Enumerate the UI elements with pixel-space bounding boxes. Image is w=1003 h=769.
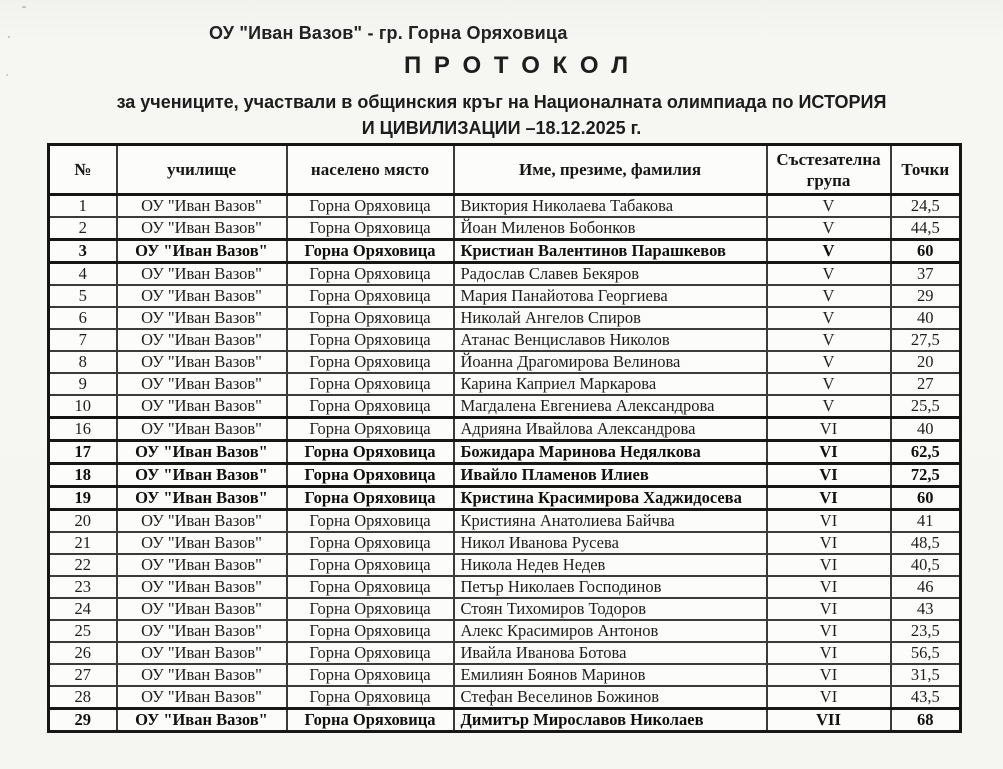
cell-group: VI <box>767 620 891 642</box>
cell-num: 22 <box>49 554 117 576</box>
table-row <box>49 351 961 373</box>
cell-num: 3 <box>49 240 117 263</box>
cell-num: 6 <box>49 307 117 329</box>
document-title: П Р О Т О К О Л <box>403 52 632 79</box>
cell-group: VI <box>767 598 891 620</box>
cell-name: Виктория Николаева Табакова <box>454 195 767 218</box>
cell-points: 31,5 <box>891 664 961 686</box>
cell-school: ОУ "Иван Вазов" <box>117 307 287 329</box>
cell-group: V <box>767 351 891 373</box>
col-header-name: Име, презиме, фамилия <box>454 145 767 195</box>
cell-group: VI <box>767 441 891 464</box>
cell-school: ОУ "Иван Вазов" <box>117 240 287 263</box>
cell-town: Горна Оряховица <box>287 217 454 240</box>
cell-school: ОУ "Иван Вазов" <box>117 487 287 510</box>
table-row <box>49 418 961 441</box>
col-header-town: населено място <box>287 145 454 195</box>
cell-num: 19 <box>49 487 117 510</box>
cell-school: ОУ "Иван Вазов" <box>117 329 287 351</box>
table-row <box>49 441 961 464</box>
table-row <box>49 686 961 709</box>
cell-name: Стефан Веселинов Божинов <box>454 686 767 709</box>
cell-school: ОУ "Иван Вазов" <box>117 351 287 373</box>
subtitle-line-1: за учениците, участвали в общинския кръг на Националната олимпиада по ИСТОРИЯ <box>116 92 887 112</box>
cell-name: Кристина Красимирова Хаджидосева <box>454 487 767 510</box>
table-row <box>49 487 961 510</box>
cell-group: VI <box>767 554 891 576</box>
cell-school: ОУ "Иван Вазов" <box>117 709 287 732</box>
cell-town: Горна Оряховица <box>287 395 454 418</box>
cell-num: 16 <box>49 418 117 441</box>
cell-school: ОУ "Иван Вазов" <box>117 263 287 286</box>
cell-group: VI <box>767 532 891 554</box>
cell-group: VI <box>767 686 891 709</box>
cell-school: ОУ "Иван Вазов" <box>117 576 287 598</box>
cell-name: Мария Панайотова Георгиева <box>454 285 767 307</box>
cell-group: VII <box>767 709 891 732</box>
table-row <box>49 664 961 686</box>
cell-school: ОУ "Иван Вазов" <box>117 418 287 441</box>
cell-num: 4 <box>49 263 117 286</box>
table-row <box>49 620 961 642</box>
cell-school: ОУ "Иван Вазов" <box>117 532 287 554</box>
cell-group: VI <box>767 642 891 664</box>
cell-name: Кристияна Анатолиева Байчва <box>454 510 767 533</box>
cell-school: ОУ "Иван Вазов" <box>117 285 287 307</box>
cell-town: Горна Оряховица <box>287 487 454 510</box>
cell-town: Горна Оряховица <box>287 464 454 487</box>
subtitle-line-2: И ЦИВИЛИЗАЦИИ –18.12.2025 г. <box>361 118 642 138</box>
cell-name: Адрияна Ивайлова Александрова <box>454 418 767 441</box>
cell-points: 24,5 <box>891 195 961 218</box>
table-row <box>49 642 961 664</box>
cell-group: V <box>767 285 891 307</box>
cell-school: ОУ "Иван Вазов" <box>117 554 287 576</box>
cell-town: Горна Оряховица <box>287 642 454 664</box>
cell-num: 18 <box>49 464 117 487</box>
cell-points: 27,5 <box>891 329 961 351</box>
cell-name: Божидара Маринова Недялкова <box>454 441 767 464</box>
cell-points: 72,5 <box>891 464 961 487</box>
table-row <box>49 307 961 329</box>
table-row <box>49 554 961 576</box>
cell-town: Горна Оряховица <box>287 418 454 441</box>
cell-school: ОУ "Иван Вазов" <box>117 510 287 533</box>
table-row <box>49 240 961 263</box>
cell-num: 21 <box>49 532 117 554</box>
cell-town: Горна Оряховица <box>287 709 454 732</box>
table-row <box>49 709 961 732</box>
cell-name: Алекс Красимиров Антонов <box>454 620 767 642</box>
cell-points: 62,5 <box>891 441 961 464</box>
col-header-group: Състезателна група <box>767 145 891 195</box>
cell-school: ОУ "Иван Вазов" <box>117 642 287 664</box>
cell-points: 25,5 <box>891 395 961 418</box>
table-row <box>49 285 961 307</box>
col-header-school: училище <box>117 145 287 195</box>
cell-group: V <box>767 263 891 286</box>
results-table <box>47 143 962 733</box>
cell-town: Горна Оряховица <box>287 686 454 709</box>
cell-town: Горна Оряховица <box>287 576 454 598</box>
cell-school: ОУ "Иван Вазов" <box>117 217 287 240</box>
table-row <box>49 263 961 286</box>
cell-points: 68 <box>891 709 961 732</box>
cell-group: VI <box>767 464 891 487</box>
cell-num: 5 <box>49 285 117 307</box>
cell-num: 24 <box>49 598 117 620</box>
cell-town: Горна Оряховица <box>287 598 454 620</box>
cell-town: Горна Оряховица <box>287 351 454 373</box>
table-row <box>49 510 961 533</box>
cell-group: VI <box>767 576 891 598</box>
table-row <box>49 217 961 240</box>
cell-group: V <box>767 329 891 351</box>
cell-name: Радослав Славев Бекяров <box>454 263 767 286</box>
cell-name: Емилиян Боянов Маринов <box>454 664 767 686</box>
cell-num: 29 <box>49 709 117 732</box>
cell-group: V <box>767 307 891 329</box>
table-row <box>49 395 961 418</box>
cell-points: 43,5 <box>891 686 961 709</box>
cell-points: 46 <box>891 576 961 598</box>
cell-town: Горна Оряховица <box>287 240 454 263</box>
cell-name: Йоан Миленов Бобонков <box>454 217 767 240</box>
scan-speck <box>8 36 10 38</box>
cell-points: 27 <box>891 373 961 395</box>
cell-name: Стоян Тихомиров Тодоров <box>454 598 767 620</box>
cell-school: ОУ "Иван Вазов" <box>117 195 287 218</box>
cell-points: 40 <box>891 307 961 329</box>
cell-town: Горна Оряховица <box>287 441 454 464</box>
cell-school: ОУ "Иван Вазов" <box>117 395 287 418</box>
cell-group: V <box>767 195 891 218</box>
cell-num: 1 <box>49 195 117 218</box>
cell-town: Горна Оряховица <box>287 285 454 307</box>
cell-town: Горна Оряховица <box>287 532 454 554</box>
cell-points: 43 <box>891 598 961 620</box>
cell-town: Горна Оряховица <box>287 554 454 576</box>
cell-name: Атанас Венциславов Николов <box>454 329 767 351</box>
table-row <box>49 329 961 351</box>
cell-name: Димитър Мирославов Николаев <box>454 709 767 732</box>
cell-town: Горна Оряховица <box>287 307 454 329</box>
cell-num: 28 <box>49 686 117 709</box>
cell-num: 7 <box>49 329 117 351</box>
school-name-line: ОУ "Иван Вазов" - гр. Горна Оряховица <box>209 23 568 43</box>
cell-school: ОУ "Иван Вазов" <box>117 620 287 642</box>
table-body <box>49 195 961 732</box>
cell-num: 26 <box>49 642 117 664</box>
table-header <box>49 145 961 195</box>
cell-group: VI <box>767 487 891 510</box>
cell-points: 41 <box>891 510 961 533</box>
scan-speck <box>22 6 26 8</box>
cell-town: Горна Оряховица <box>287 664 454 686</box>
cell-school: ОУ "Иван Вазов" <box>117 373 287 395</box>
cell-town: Горна Оряховица <box>287 195 454 218</box>
cell-num: 17 <box>49 441 117 464</box>
cell-name: Никол Иванова Русева <box>454 532 767 554</box>
cell-name: Ивайло Пламенов Илиев <box>454 464 767 487</box>
cell-group: V <box>767 373 891 395</box>
table-row <box>49 598 961 620</box>
cell-school: ОУ "Иван Вазов" <box>117 441 287 464</box>
cell-name: Николай Ангелов Спиров <box>454 307 767 329</box>
cell-school: ОУ "Иван Вазов" <box>117 686 287 709</box>
cell-school: ОУ "Иван Вазов" <box>117 598 287 620</box>
cell-num: 10 <box>49 395 117 418</box>
cell-num: 2 <box>49 217 117 240</box>
cell-num: 9 <box>49 373 117 395</box>
document-subtitle <box>0 89 1003 141</box>
cell-points: 23,5 <box>891 620 961 642</box>
cell-group: VI <box>767 418 891 441</box>
cell-points: 40,5 <box>891 554 961 576</box>
col-header-number: № <box>49 145 117 195</box>
cell-town: Горна Оряховица <box>287 373 454 395</box>
cell-name: Никола Недев Недев <box>454 554 767 576</box>
cell-school: ОУ "Иван Вазов" <box>117 464 287 487</box>
cell-num: 20 <box>49 510 117 533</box>
cell-town: Горна Оряховица <box>287 329 454 351</box>
cell-points: 20 <box>891 351 961 373</box>
table-row <box>49 195 961 218</box>
cell-name: Магдалена Евгениева Александрова <box>454 395 767 418</box>
cell-name: Йоанна Драгомирова Велинова <box>454 351 767 373</box>
cell-group: V <box>767 217 891 240</box>
cell-group: V <box>767 240 891 263</box>
cell-points: 60 <box>891 240 961 263</box>
cell-num: 25 <box>49 620 117 642</box>
cell-group: VI <box>767 510 891 533</box>
table-header-row <box>49 145 961 195</box>
cell-num: 23 <box>49 576 117 598</box>
cell-points: 37 <box>891 263 961 286</box>
cell-points: 48,5 <box>891 532 961 554</box>
cell-name: Ивайла Иванова Ботова <box>454 642 767 664</box>
cell-group: V <box>767 395 891 418</box>
cell-school: ОУ "Иван Вазов" <box>117 664 287 686</box>
table-row <box>49 576 961 598</box>
cell-points: 44,5 <box>891 217 961 240</box>
cell-points: 60 <box>891 487 961 510</box>
table-row <box>49 464 961 487</box>
cell-points: 29 <box>891 285 961 307</box>
cell-num: 8 <box>49 351 117 373</box>
table-row <box>49 532 961 554</box>
scan-speck <box>6 74 8 76</box>
cell-points: 40 <box>891 418 961 441</box>
cell-points: 56,5 <box>891 642 961 664</box>
cell-name: Петър Николаев Господинов <box>454 576 767 598</box>
cell-group: VI <box>767 664 891 686</box>
cell-num: 27 <box>49 664 117 686</box>
cell-town: Горна Оряховица <box>287 263 454 286</box>
col-header-points: Точки <box>891 145 961 195</box>
table-row <box>49 373 961 395</box>
cell-name: Карина Каприел Маркарова <box>454 373 767 395</box>
cell-town: Горна Оряховица <box>287 620 454 642</box>
cell-name: Кристиан Валентинов Парашкевов <box>454 240 767 263</box>
cell-town: Горна Оряховица <box>287 510 454 533</box>
